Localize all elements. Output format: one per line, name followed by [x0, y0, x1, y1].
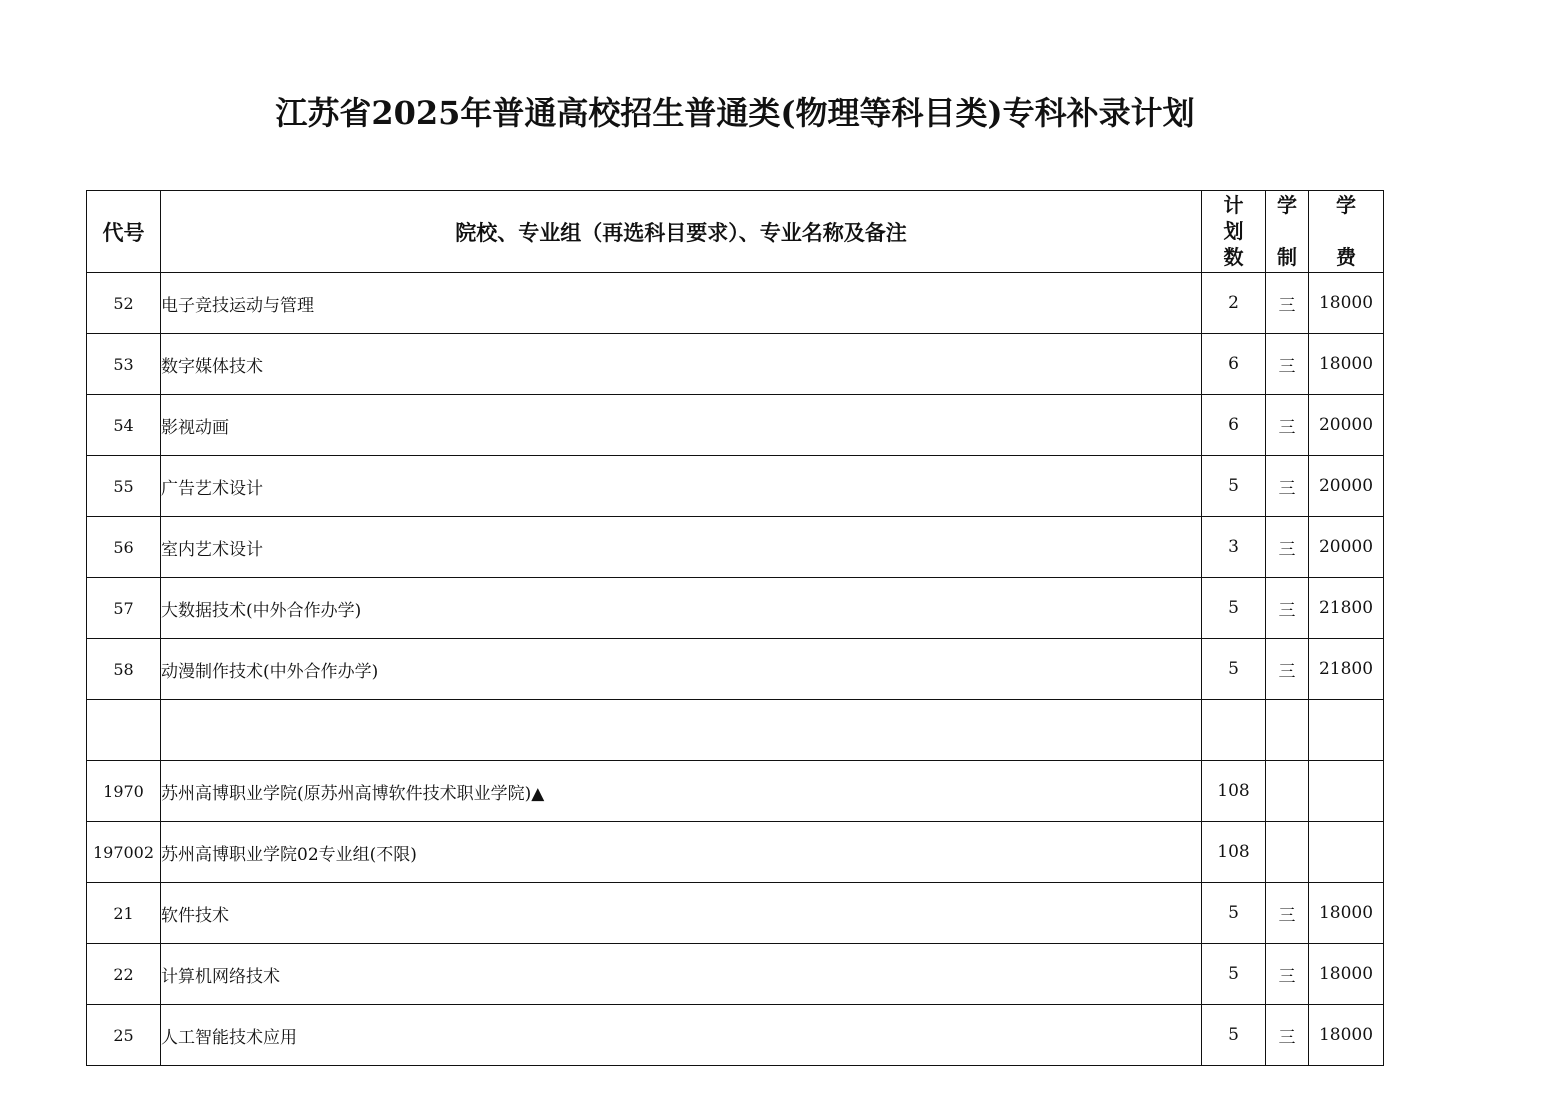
table-row [87, 517, 1384, 578]
page-title: 江苏省2025年普通高校招生普通类(物理等科目类)专科补录计划 [275, 94, 1195, 132]
header-years-char: 制 [1277, 245, 1297, 269]
cell-name: 室内艺术设计 [161, 517, 1202, 578]
header-code: 代号 [87, 191, 161, 273]
table-row [87, 944, 1384, 1005]
cell-code: 22 [87, 944, 161, 1005]
cell-fee: 21800 [1309, 578, 1384, 639]
cell-years: 三 [1266, 273, 1309, 334]
cell-name [161, 700, 1202, 761]
cell-name: 苏州高博职业学院02专业组(不限) [161, 822, 1202, 883]
cell-fee: 20000 [1309, 517, 1384, 578]
table-row [87, 273, 1384, 334]
cell-plan-count: 3 [1202, 517, 1266, 578]
header-name: 院校、专业组（再选科目要求）、专业名称及备注 [161, 191, 1202, 273]
cell-fee: 18000 [1309, 944, 1384, 1005]
cell-years: 三 [1266, 883, 1309, 944]
cell-fee: 21800 [1309, 639, 1384, 700]
cell-plan-count: 5 [1202, 944, 1266, 1005]
table-row [87, 761, 1384, 822]
header-plan-char: 计 [1223, 193, 1244, 217]
cell-code: 55 [87, 456, 161, 517]
cell-name: 电子竞技运动与管理 [161, 273, 1202, 334]
cell-plan-count: 5 [1202, 639, 1266, 700]
cell-code: 21 [87, 883, 161, 944]
cell-fee: 18000 [1309, 883, 1384, 944]
header-plan [1202, 191, 1266, 273]
cell-plan-count: 2 [1202, 273, 1266, 334]
cell-code: 197002 [87, 822, 161, 883]
table-row [87, 456, 1384, 517]
header-years-char: 学 [1277, 193, 1297, 217]
cell-fee: 18000 [1309, 1005, 1384, 1066]
table-row [87, 822, 1384, 883]
header-plan-char: 数 [1223, 245, 1244, 269]
cell-years: 三 [1266, 517, 1309, 578]
header-fee-char: 学 [1336, 193, 1356, 217]
cell-plan-count: 6 [1202, 395, 1266, 456]
cell-plan-count: 108 [1202, 761, 1266, 822]
cell-plan-count: 6 [1202, 334, 1266, 395]
cell-years: 三 [1266, 456, 1309, 517]
cell-name: 数字媒体技术 [161, 334, 1202, 395]
cell-fee: 18000 [1309, 334, 1384, 395]
cell-name: 大数据技术(中外合作办学) [161, 578, 1202, 639]
cell-fee: 20000 [1309, 456, 1384, 517]
table-row [87, 883, 1384, 944]
header-fee-char: 费 [1336, 245, 1356, 269]
table-row [87, 1005, 1384, 1066]
cell-code [87, 700, 161, 761]
cell-name: 软件技术 [161, 883, 1202, 944]
table-body [87, 273, 1384, 1066]
cell-code: 53 [87, 334, 161, 395]
header-fee [1309, 191, 1384, 273]
cell-years: 三 [1266, 1005, 1309, 1066]
cell-years [1266, 761, 1309, 822]
cell-years [1266, 822, 1309, 883]
cell-name: 影视动画 [161, 395, 1202, 456]
cell-years: 三 [1266, 944, 1309, 1005]
table-row [87, 578, 1384, 639]
header-years [1266, 191, 1309, 273]
cell-code: 56 [87, 517, 161, 578]
cell-plan-count: 5 [1202, 578, 1266, 639]
table-row [87, 395, 1384, 456]
table-header-row [87, 191, 1384, 273]
cell-fee [1309, 700, 1384, 761]
cell-name: 动漫制作技术(中外合作办学) [161, 639, 1202, 700]
cell-code: 1970 [87, 761, 161, 822]
cell-years: 三 [1266, 639, 1309, 700]
cell-plan-count: 5 [1202, 456, 1266, 517]
header-plan-char: 划 [1223, 219, 1244, 243]
cell-years [1266, 700, 1309, 761]
cell-name: 人工智能技术应用 [161, 1005, 1202, 1066]
cell-name: 计算机网络技术 [161, 944, 1202, 1005]
cell-fee: 20000 [1309, 395, 1384, 456]
cell-plan-count [1202, 700, 1266, 761]
cell-code: 25 [87, 1005, 161, 1066]
admission-plan-table [86, 190, 1384, 1066]
table-row [87, 334, 1384, 395]
cell-years: 三 [1266, 578, 1309, 639]
cell-code: 54 [87, 395, 161, 456]
table-row [87, 700, 1384, 761]
cell-code: 57 [87, 578, 161, 639]
cell-years: 三 [1266, 334, 1309, 395]
cell-code: 52 [87, 273, 161, 334]
cell-fee [1309, 761, 1384, 822]
cell-name: 广告艺术设计 [161, 456, 1202, 517]
table-row [87, 639, 1384, 700]
cell-plan-count: 5 [1202, 1005, 1266, 1066]
cell-name: 苏州高博职业学院(原苏州高博软件技术职业学院)▲ [161, 761, 1202, 822]
cell-plan-count: 108 [1202, 822, 1266, 883]
cell-fee: 18000 [1309, 273, 1384, 334]
cell-years: 三 [1266, 395, 1309, 456]
cell-plan-count: 5 [1202, 883, 1266, 944]
cell-fee [1309, 822, 1384, 883]
cell-code: 58 [87, 639, 161, 700]
